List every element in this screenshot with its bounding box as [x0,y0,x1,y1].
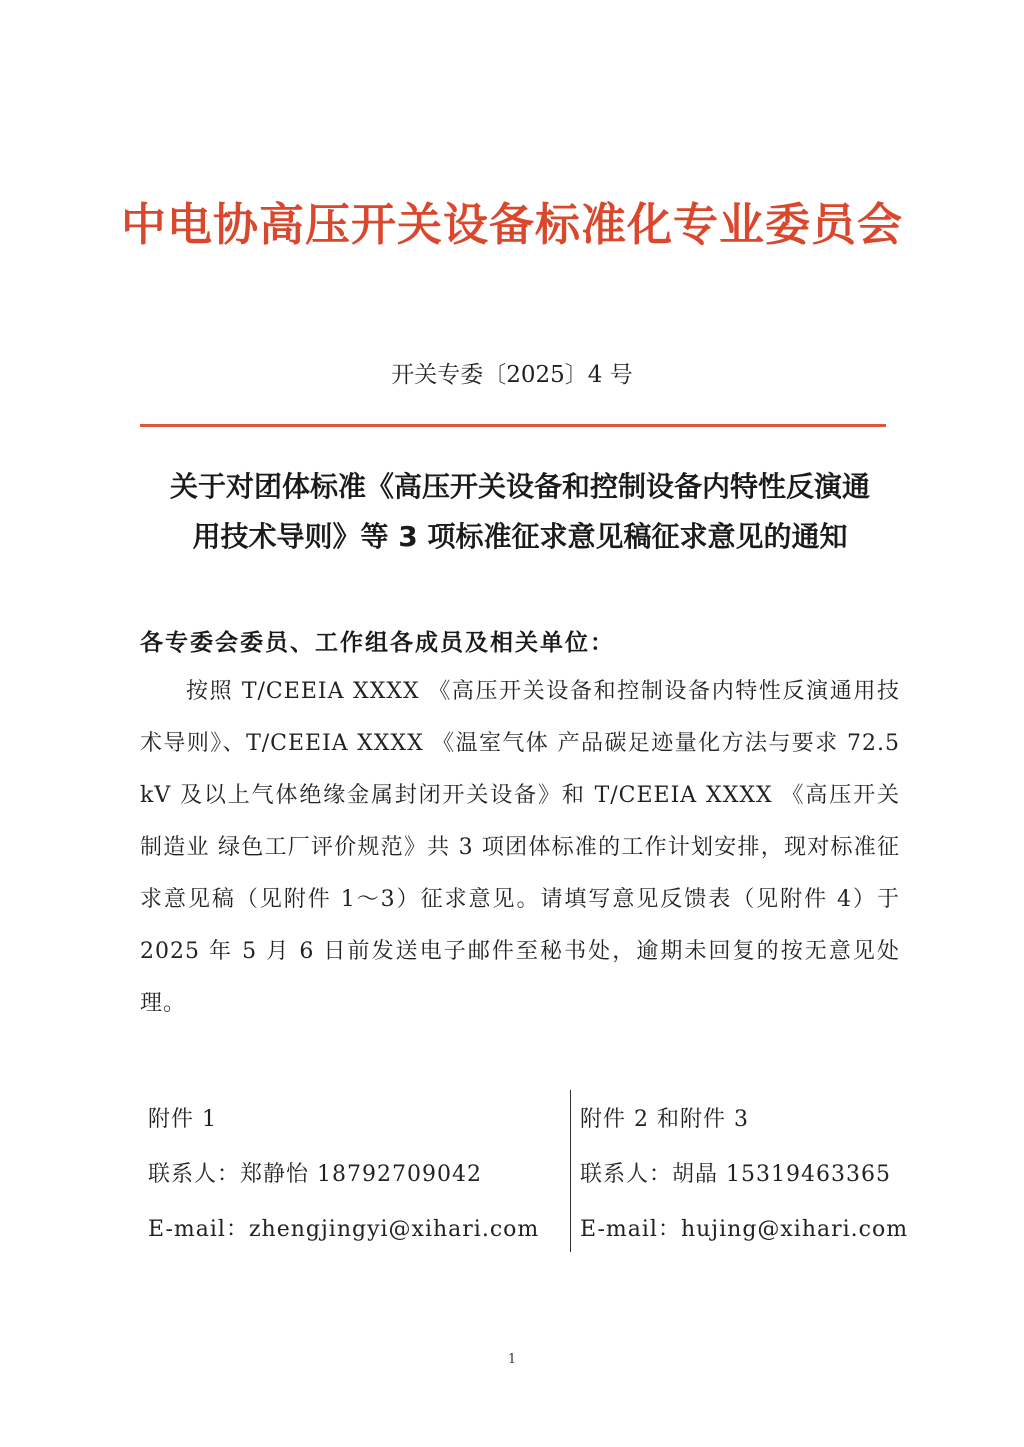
organization-header: 中电协高压开关设备标准化专业委员会 [120,198,903,251]
attachment-label-left: 附件 1 [148,1107,217,1132]
contact-column-divider [570,1090,571,1252]
notice-title-line-2: 用技术导则》等 3 项标准征求意见稿征求意见的通知 [192,520,848,553]
addressee: 各专委会委员、工作组各成员及相关单位： [140,630,615,656]
contact-person-right: 联系人：胡晶 15319463365 [580,1162,891,1187]
contact-person-left: 联系人：郑静怡 18792709042 [148,1162,482,1187]
contact-email-left: E-mail：zhengjingyi@xihari.com [148,1217,540,1242]
notice-title-line-1: 关于对团体标准《高压开关设备和控制设备内特性反演通 [169,470,870,503]
notice-body: 按照 T/CEEIA XXXX 《高压开关设备和控制设备内特性反演通用技术导则》、T/CEEIA XXXX 《温室气体 产品碳足迹量化方法与要求 72.5 kV 及以上气体绝缘金属封闭开关设备》和 T/CEEIA XXXX 《高压开关制造业 绿色工厂评价规范》共 3 项团体标准的工作计划安排，现对标准征求意见稿（见附件 1～3）征求意见。请填写意见反馈表（见附件 4）于 2025 年 5 月 6 日前发送电子邮件至秘书处，逾期未回复的按无意见处理。 [140,679,900,1016]
document-number: 开关专委〔2025〕4 号 [391,362,633,388]
header-divider [140,424,886,427]
notice-title [130,462,910,562]
page-number: 1 [507,1352,517,1367]
contact-block-left [148,1092,539,1257]
attachment-label-right: 附件 2 和附件 3 [580,1107,749,1132]
contact-email-right: E-mail：hujing@xihari.com [580,1217,909,1242]
contact-block-right [580,1092,908,1257]
